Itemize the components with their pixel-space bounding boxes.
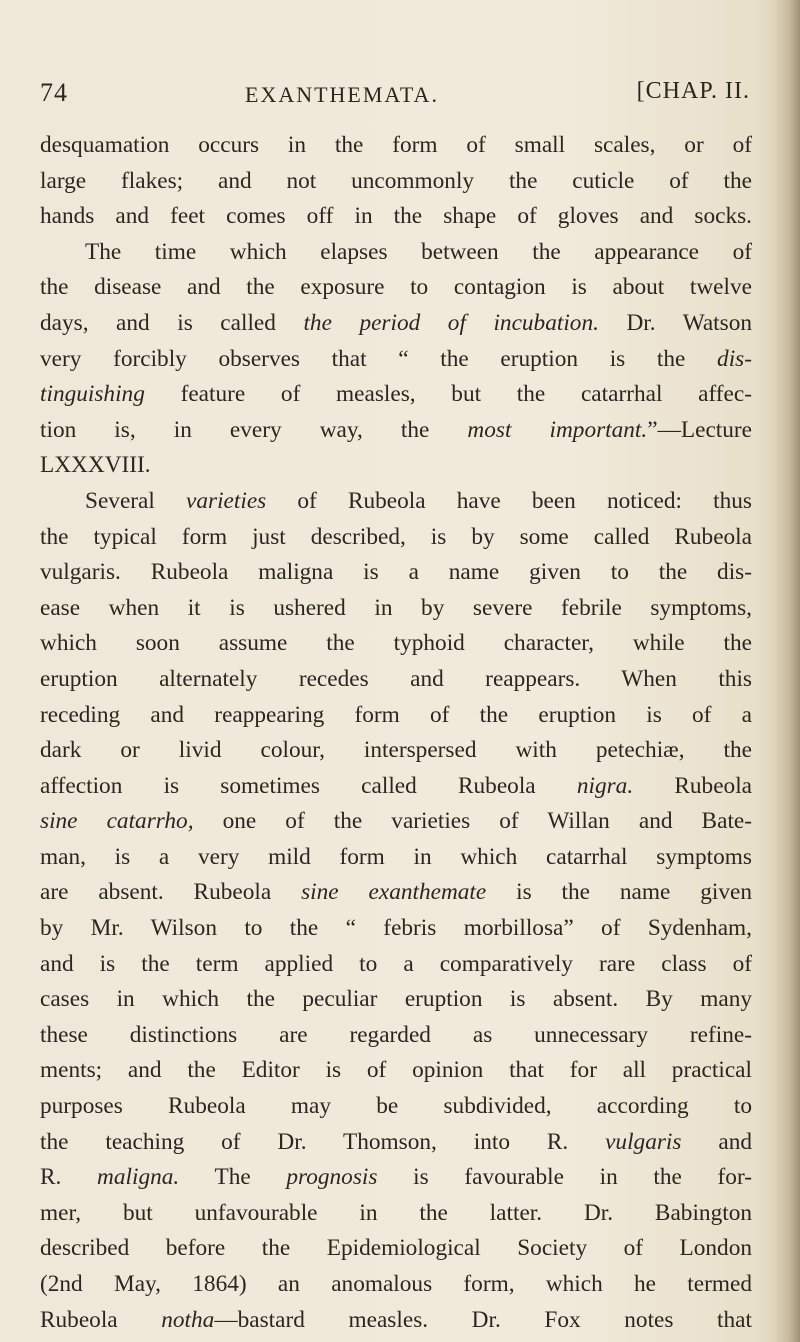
running-title: EXANTHEMATA. (245, 82, 439, 107)
italic-text: tinguishing (40, 381, 145, 408)
text-span: LXXXVIII. (40, 452, 151, 479)
text-span: are absent. Rubeola (40, 879, 302, 906)
text-span: the disease and the exposure to contagion is about twelve (40, 274, 752, 301)
text-span: receding and reappearing form of the eruption is of a (40, 701, 752, 728)
text-line (40, 199, 752, 235)
text-span: cases in which the peculiar eruption is absent. By many (40, 986, 752, 1013)
text-line (40, 377, 752, 413)
italic-text: vulgaris (605, 1128, 682, 1155)
text-span: ments; and the Editor is of opinion that for all practical (40, 1057, 752, 1084)
text-span: these distinctions are regarded as unnecessary refine- (40, 1021, 752, 1048)
text-span: dark or livid colour, interspersed with petechiæ, the (40, 737, 752, 764)
text-line (40, 484, 752, 520)
text-span: is favourable in the for- (377, 1164, 753, 1191)
text-span: one of the varieties of Willan and Bate- (193, 808, 753, 835)
text-line (40, 1018, 752, 1054)
text-line (40, 1053, 752, 1089)
text-span: eruption alternately recedes and reappears. When this (40, 665, 752, 692)
text-span: man, is a very mild form in which catarrhal symptoms (40, 843, 752, 870)
text-line (40, 875, 752, 911)
text-line (40, 840, 752, 876)
text-span: Rubeola (40, 1306, 162, 1333)
text-line (40, 662, 752, 698)
text-line (40, 698, 752, 734)
text-line (40, 128, 752, 164)
text-span: hands and feet comes off in the shape of gloves and socks. (40, 203, 752, 230)
italic-text: nigra. (576, 772, 634, 799)
page-edge-shadow (772, 0, 800, 1342)
text-span: the teaching of Dr. Thomson, into R. (40, 1128, 606, 1155)
text-line (40, 591, 752, 627)
page-number: 74 (40, 78, 68, 107)
text-span: which soon assume the typhoid character, while the (40, 630, 752, 657)
text-span: The time which elapses between the appearance of (85, 238, 752, 265)
page-header (40, 78, 750, 118)
text-line (40, 911, 752, 947)
italic-text: most important. (467, 416, 648, 443)
text-span: mer, but unfavourable in the latter. Dr. Babington (40, 1199, 752, 1226)
text-span: purposes Rubeola may be subdivided, according to (40, 1093, 752, 1120)
text-span: tion is, in every way, the (40, 416, 468, 443)
text-span: of Rubeola have been noticed: thus (266, 487, 753, 514)
text-line (40, 769, 752, 805)
text-span: is the name given (486, 879, 752, 906)
text-line (40, 1231, 752, 1267)
text-span: described before the Epidemiological Society of London (40, 1235, 752, 1262)
text-span: R. (40, 1164, 98, 1191)
text-line (40, 448, 752, 484)
text-span: the typical form just described, is by some called Rubeola (40, 523, 752, 550)
text-line (40, 413, 752, 449)
body-text (40, 128, 752, 1338)
text-line (40, 1125, 752, 1161)
text-line (40, 1160, 752, 1196)
text-span: affection is sometimes called Rubeola (40, 772, 577, 799)
text-span: vulgaris. Rubeola maligna is a name given to the dis- (40, 559, 752, 586)
text-line (40, 555, 752, 591)
text-span: desquamation occurs in the form of small scales, or of (40, 132, 752, 158)
text-span: and (681, 1128, 752, 1155)
text-line (40, 520, 752, 556)
text-line (40, 626, 752, 662)
text-line (40, 270, 752, 306)
text-span: feature of measles, but the catarrhal affec- (144, 381, 752, 408)
text-span: —bastard measles. Dr. Fox notes that (214, 1306, 752, 1333)
text-line (40, 982, 752, 1018)
text-line (40, 733, 752, 769)
italic-text: maligna. (97, 1164, 180, 1191)
text-line (40, 235, 752, 271)
text-line (40, 947, 752, 983)
chapter-reference: [CHAP. II. (636, 78, 750, 104)
text-span: and is the term applied to a comparatively rare class of (40, 950, 752, 977)
text-span: Several (85, 487, 187, 514)
text-span: (2nd May, 1864) an anomalous form, which he termed (40, 1271, 752, 1297)
text-span: large flakes; and not uncommonly the cuticle of the (40, 167, 752, 194)
text-span: by Mr. Wilson to the “ febris morbillosa” of Sydenham, (40, 915, 752, 942)
text-line (40, 1196, 752, 1232)
text-line (40, 342, 752, 378)
italic-text: the period of incubation. (303, 309, 599, 336)
italic-text: sine exanthemate (301, 879, 487, 906)
text-span: days, and is called (40, 309, 304, 336)
text-span: very forcibly observes that “ the eruption is the (40, 345, 718, 372)
text-span: The (179, 1164, 287, 1191)
text-span: ”—Lecture (647, 416, 753, 443)
text-line (40, 164, 752, 200)
text-span: Dr. Watson (598, 309, 752, 336)
text-line (40, 1267, 752, 1303)
text-span: Rubeola (633, 772, 753, 799)
text-line (40, 1089, 752, 1125)
italic-text: dis- (717, 345, 752, 372)
italic-text: varieties (186, 487, 267, 514)
italic-text: notha (161, 1306, 215, 1333)
text-line (40, 1303, 752, 1339)
italic-text: prognosis (286, 1164, 378, 1191)
text-line (40, 306, 752, 342)
italic-text: sine catarrho, (40, 808, 194, 835)
text-line (40, 804, 752, 840)
text-span: ease when it is ushered in by severe febrile symptoms, (40, 594, 752, 621)
